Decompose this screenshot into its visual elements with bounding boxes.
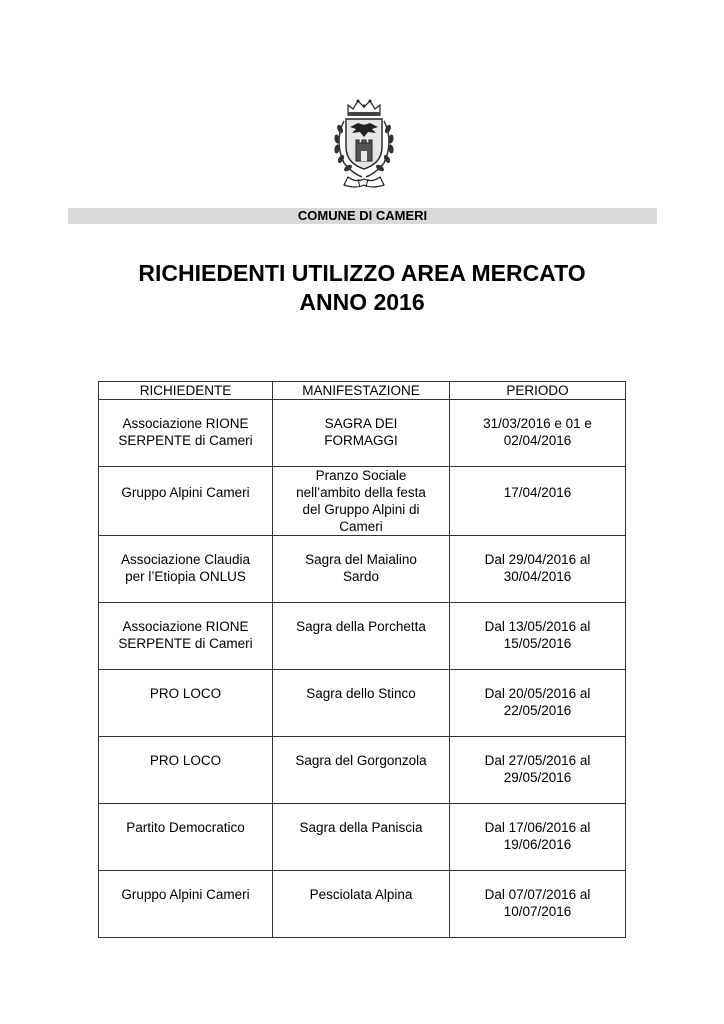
requests-table <box>98 381 626 938</box>
table-row <box>99 467 626 536</box>
cell-periodo: Dal 13/05/2016 al 15/05/2016 <box>450 603 626 670</box>
document-title-line-1: RICHIEDENTI UTILIZZO AREA MERCATO <box>138 260 586 286</box>
table-row <box>99 670 626 737</box>
cell-periodo: Dal 07/07/2016 al 10/07/2016 <box>450 871 626 938</box>
table-row <box>99 804 626 871</box>
table-row <box>99 871 626 938</box>
table-header-row <box>99 382 626 400</box>
cell-periodo: Dal 17/06/2016 al 19/06/2016 <box>450 804 626 871</box>
comune-name: COMUNE DI CAMERI <box>297 208 428 223</box>
table-row <box>99 603 626 670</box>
cell-manifestazione: Sagra dello Stinco <box>273 670 450 737</box>
cell-richiedente: PRO LOCO <box>99 737 273 804</box>
cell-richiedente: PRO LOCO <box>99 670 273 737</box>
cell-manifestazione: Sagra della Porchetta <box>273 603 450 670</box>
cell-manifestazione: Sagra del Gorgonzola <box>273 737 450 804</box>
coat-of-arms-emblem <box>322 97 406 193</box>
cell-periodo: Dal 27/05/2016 al 29/05/2016 <box>450 737 626 804</box>
cell-richiedente: Associazione RIONE SERPENTE di Cameri <box>99 400 273 467</box>
cell-richiedente: Gruppo Alpini Cameri <box>99 871 273 938</box>
cell-manifestazione: Pesciolata Alpina <box>273 871 450 938</box>
cell-richiedente: Associazione Claudia per l’Etiopia ONLUS <box>99 536 273 603</box>
cell-manifestazione: Pranzo Sociale nell’ambito della festa del Gruppo Alpini di Cameri <box>273 467 450 536</box>
cell-periodo: 31/03/2016 e 01 e 02/04/2016 <box>450 400 626 467</box>
cell-periodo: Dal 20/05/2016 al 22/05/2016 <box>450 670 626 737</box>
column-header-periodo: PERIODO <box>450 382 626 400</box>
document-title-line-2: ANNO 2016 <box>299 289 425 315</box>
column-header-manifestazione: MANIFESTAZIONE <box>273 382 450 400</box>
table-row <box>99 737 626 804</box>
cell-periodo: 17/04/2016 <box>450 467 626 536</box>
cell-manifestazione: Sagra della Paniscia <box>273 804 450 871</box>
column-header-richiedente: RICHIEDENTE <box>99 382 273 400</box>
table-row <box>99 536 626 603</box>
cell-manifestazione: SAGRA DEI FORMAGGI <box>273 400 450 467</box>
table-row <box>99 400 626 467</box>
cell-richiedente: Gruppo Alpini Cameri <box>99 467 273 536</box>
cell-manifestazione: Sagra del Maialino Sardo <box>273 536 450 603</box>
comune-header-bar <box>68 208 657 224</box>
cell-periodo: Dal 29/04/2016 al 30/04/2016 <box>450 536 626 603</box>
cell-richiedente: Associazione RIONE SERPENTE di Cameri <box>99 603 273 670</box>
cell-richiedente: Partito Democratico <box>99 804 273 871</box>
